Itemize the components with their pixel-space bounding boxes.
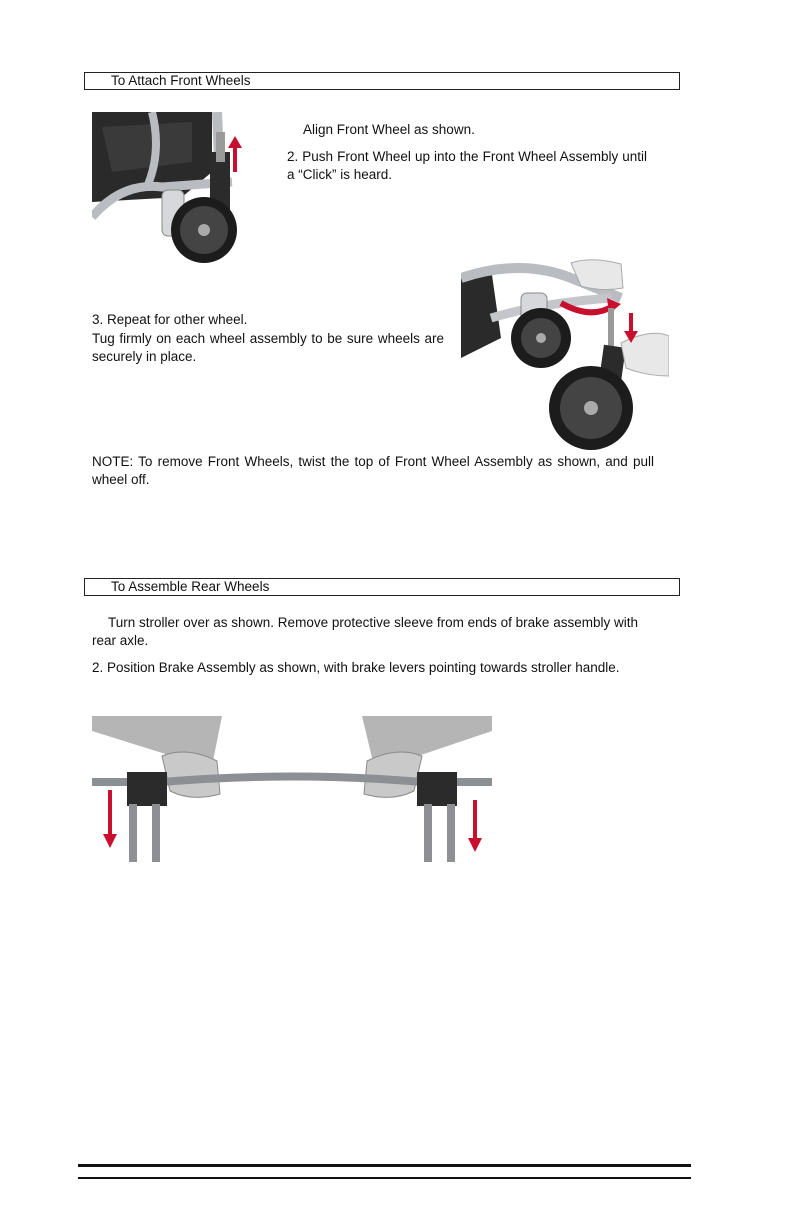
front-remove-note: NOTE: To remove Front Wheels, twist the top of Front Wheel Assembly as shown, and pull wheel off. [92,454,654,487]
footer-rule-thick [78,1164,691,1167]
brake-assembly-photo [92,716,492,862]
rear-step-1: Turn stroller over as shown. Remove protective sleeve from ends of brake assembly with rear axle. [92,615,638,648]
front-wheel-align-photo [92,112,274,264]
rear-step-2: 2. Position Brake Assembly as shown, with brake levers pointing towards stroller handle. [92,660,620,675]
footer-rule-thin [78,1177,691,1179]
front-step-2: 2. Push Front Wheel up into the Front Wheel Assembly until a “Click” is heard. [287,149,647,182]
rear-wheels-header-text: To Assemble Rear Wheels [111,579,270,594]
front-wheels-header-text: To Attach Front Wheels [111,73,251,88]
front-step-3-text: Tug firmly on each wheel assembly to be sure wheels are securely in place. [92,331,444,364]
front-wheels-header [84,72,680,90]
front-step-1: Align Front Wheel as shown. [303,122,475,137]
front-step-3-title: 3. Repeat for other wheel. [92,312,248,327]
rear-wheels-header [84,578,680,596]
front-wheel-repeat-photo [461,258,669,453]
